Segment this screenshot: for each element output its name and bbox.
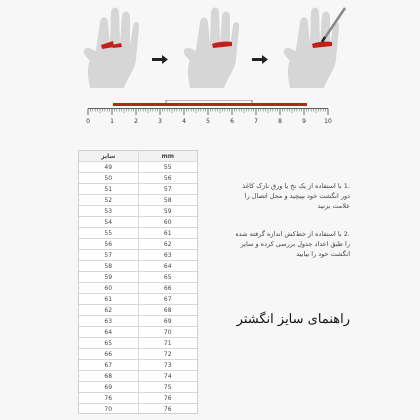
size-cell: 60 xyxy=(79,283,139,293)
mm-cell: 55 xyxy=(163,163,172,171)
mm-cell: 62 xyxy=(163,240,172,248)
page-title: راهنمای سایز انگشتر xyxy=(236,312,350,327)
table-row xyxy=(79,162,197,173)
table-row xyxy=(79,305,197,316)
size-cell: 56 xyxy=(79,239,139,249)
hand-3-icon xyxy=(284,8,339,89)
ruler-label: 4 xyxy=(182,118,186,125)
table-row xyxy=(79,382,197,393)
table-row xyxy=(79,228,197,239)
ruler-label: 2 xyxy=(134,118,138,125)
hand-measurement-illustration xyxy=(0,0,420,95)
table-row xyxy=(79,250,197,261)
mm-cell: 57 xyxy=(163,185,172,193)
size-cell: 61 xyxy=(79,294,139,304)
table-row xyxy=(79,338,197,349)
table-row xyxy=(79,404,197,414)
table-row xyxy=(79,393,197,404)
mm-cell: 74 xyxy=(163,372,172,380)
mm-cell: 64 xyxy=(163,262,172,270)
table-row xyxy=(79,349,197,360)
instruction-step-1: .1 با استفاده از یک نخ یا ورق نازک کاغذ دور انگشت خود بپیچید و محل اتصال را علامت بزنید xyxy=(242,182,350,210)
ruler-label: 6 xyxy=(230,118,234,125)
ruler-ticks xyxy=(88,109,328,116)
table-row xyxy=(79,184,197,195)
hand-1-icon xyxy=(84,8,139,89)
size-cell: 67 xyxy=(79,360,139,370)
mm-cell: 67 xyxy=(163,295,172,303)
mm-cell: 73 xyxy=(163,361,172,369)
instruction-step-2: .2 با استفاده از خط‌کش اندازه گرفته شده را طبق اعداد جدول بررسی کرده و سایز انگشت خود را بیابید xyxy=(235,230,350,258)
size-cell: 62 xyxy=(79,305,139,315)
mm-cell: 59 xyxy=(163,207,172,215)
mm-cell: 65 xyxy=(163,273,172,281)
mm-cell: 66 xyxy=(163,284,172,292)
table-row xyxy=(79,173,197,184)
ruler-label: 7 xyxy=(254,118,258,125)
mm-cell: 68 xyxy=(163,306,172,314)
mm-cell: 70 xyxy=(163,328,172,336)
size-cell: 69 xyxy=(79,382,139,392)
table-row xyxy=(79,239,197,250)
table-row xyxy=(79,327,197,338)
mm-cell: 56 xyxy=(163,174,172,182)
size-cell: 70 xyxy=(79,404,139,414)
size-cell: 49 xyxy=(79,162,139,172)
table-row xyxy=(79,283,197,294)
size-cell: 65 xyxy=(79,338,139,348)
ruler xyxy=(80,100,340,140)
size-cell: 57 xyxy=(79,250,139,260)
table-row xyxy=(79,371,197,382)
ruler-label: 10 xyxy=(324,118,332,125)
measured-string-bar xyxy=(113,103,307,106)
table-body xyxy=(79,162,197,414)
header-mm: mm xyxy=(161,152,174,160)
ruler-label: 1 xyxy=(110,118,114,125)
size-cell: 53 xyxy=(79,206,139,216)
table-row xyxy=(79,294,197,305)
table-row xyxy=(79,206,197,217)
ring-size-table xyxy=(78,150,198,414)
mm-cell: 61 xyxy=(163,229,172,237)
ruler-label: 8 xyxy=(278,118,282,125)
table-row xyxy=(79,217,197,228)
size-cell: 58 xyxy=(79,261,139,271)
arrow-right-icon xyxy=(252,55,268,64)
table-row xyxy=(79,360,197,371)
ruler-label: 3 xyxy=(158,118,162,125)
ruler-label: 5 xyxy=(206,118,210,125)
table-row xyxy=(79,261,197,272)
mm-cell: 76 xyxy=(163,394,172,402)
ruler-labels xyxy=(86,118,332,125)
table-row xyxy=(79,272,197,283)
size-cell: 54 xyxy=(79,217,139,227)
ruler-label: 9 xyxy=(302,118,306,125)
arrow-right-icon xyxy=(152,55,168,64)
mm-cell: 58 xyxy=(163,196,172,204)
size-cell: 76 xyxy=(79,393,139,403)
table-header-row xyxy=(79,151,197,162)
size-cell: 64 xyxy=(79,327,139,337)
size-cell: 50 xyxy=(79,173,139,183)
mm-cell: 76 xyxy=(163,405,172,413)
header-size: سایز xyxy=(79,151,139,161)
size-cell: 55 xyxy=(79,228,139,238)
ruler-label: 0 xyxy=(86,118,90,125)
size-cell: 66 xyxy=(79,349,139,359)
mm-cell: 72 xyxy=(163,350,172,358)
size-cell: 52 xyxy=(79,195,139,205)
hand-2-icon xyxy=(184,8,239,89)
size-cell: 59 xyxy=(79,272,139,282)
size-cell: 51 xyxy=(79,184,139,194)
mm-cell: 63 xyxy=(163,251,172,259)
size-cell: 68 xyxy=(79,371,139,381)
mm-cell: 75 xyxy=(163,383,172,391)
mm-cell: 60 xyxy=(163,218,172,226)
table-row xyxy=(79,316,197,327)
size-cell: 63 xyxy=(79,316,139,326)
mm-cell: 71 xyxy=(163,339,172,347)
table-row xyxy=(79,195,197,206)
mm-cell: 69 xyxy=(163,317,172,325)
